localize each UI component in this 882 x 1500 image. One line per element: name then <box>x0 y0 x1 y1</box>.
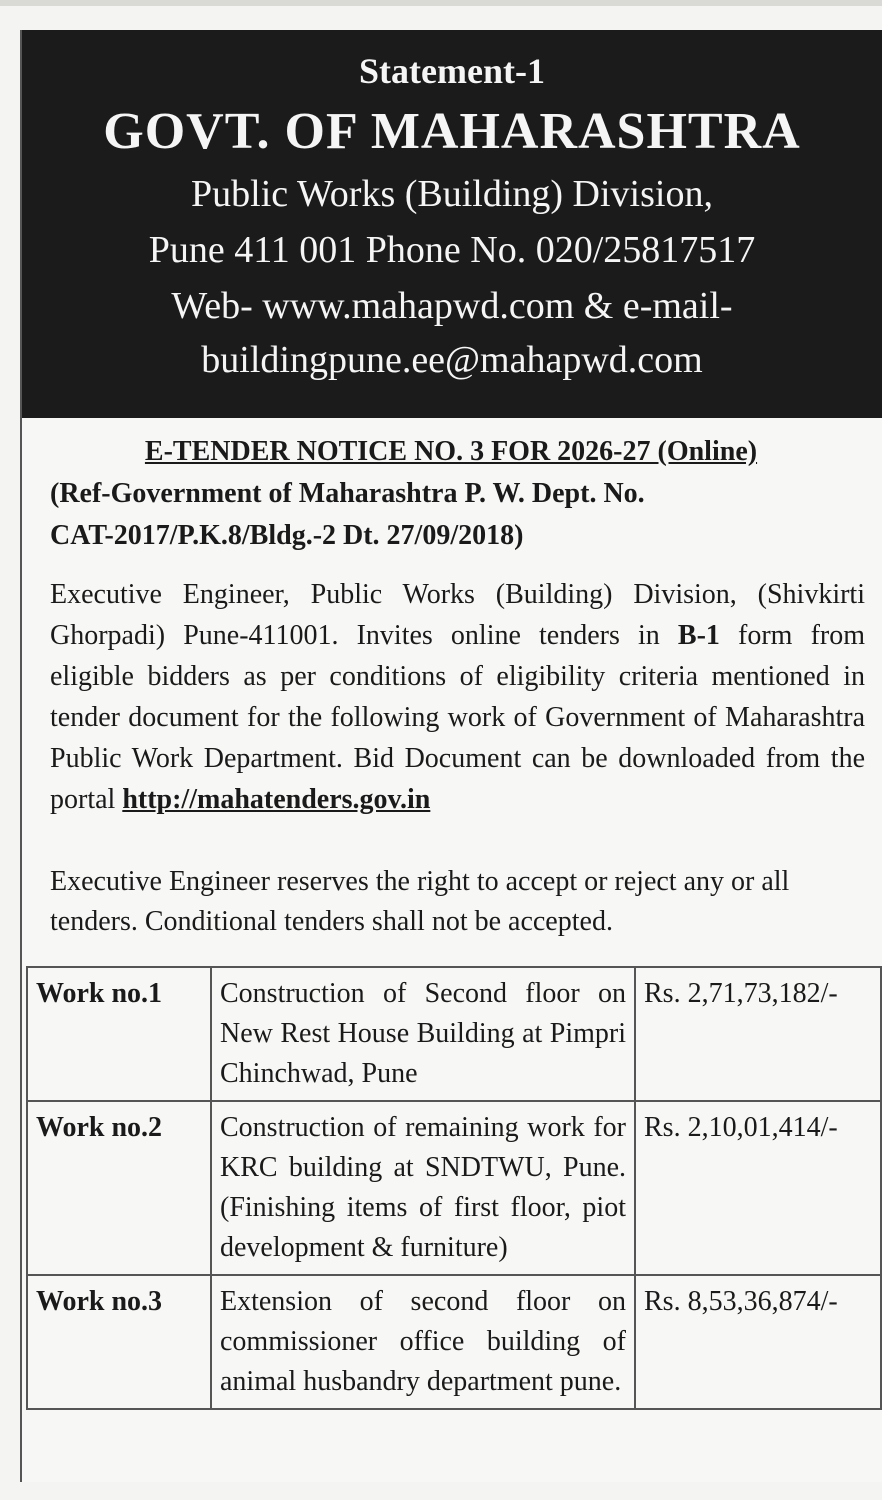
top-divider <box>0 0 882 6</box>
body-text-part2: form from eligible bidders as per conditions of eligibility criteria mentioned in tender document for the following work of Government of Maharashtra Public Work Department. Bid Document can be downloaded from the portal <box>50 620 865 815</box>
work-description: Construction of Second floor on New Rest House Building at Pimpri Chinchwad, Pune <box>211 967 635 1101</box>
reference-line-1: (Ref-Government of Maharashtra P. W. Dept. No. <box>50 478 645 509</box>
work-amount: Rs. 2,10,01,414/- <box>635 1101 881 1275</box>
body-text-part1: Executive Engineer, Public Works (Building) Division, (Shivkirti Ghorpadi) Pune-411001. Invites online tenders in <box>50 579 865 651</box>
web-email-label: Web- www.mahapwd.com & e-mail- <box>171 285 733 327</box>
header-block <box>22 30 882 418</box>
portal-link[interactable]: http://mahatenders.gov.in <box>122 784 431 815</box>
works-table <box>26 966 882 1410</box>
work-number: Work no.3 <box>27 1275 211 1409</box>
address-phone: Pune 411 001 Phone No. 020/25817517 <box>148 229 756 271</box>
statement-label: Statement-1 <box>359 51 545 91</box>
work-amount: Rs. 8,53,36,874/- <box>635 1275 881 1409</box>
email-address: buildingpune.ee@mahapwd.com <box>201 339 703 381</box>
division-name: Public Works (Building) Division, <box>191 173 713 215</box>
form-type: B-1 <box>677 620 720 651</box>
tender-notice-title: E-TENDER NOTICE NO. 3 FOR 2026-27 (Online) <box>144 436 758 467</box>
govt-title: GOVT. OF MAHARASHTRA <box>103 103 801 160</box>
work-description: Construction of remaining work for KRC building at SNDTWU, Pune. (Finishing items of first floor, piot development & furniture) <box>211 1101 635 1275</box>
notice-body <box>50 574 865 820</box>
work-number: Work no.2 <box>27 1101 211 1275</box>
reserve-rights-text: Executive Engineer reserves the right to accept or reject any or all tenders. Conditional tenders shall not be accepted. <box>50 866 790 937</box>
table-row <box>27 967 881 1101</box>
work-description: Extension of second floor on commissioner office building of animal husbandry department pune. <box>211 1275 635 1409</box>
work-number: Work no.1 <box>27 967 211 1101</box>
reference-line-2: CAT-2017/P.K.8/Bldg.-2 Dt. 27/09/2018) <box>50 520 524 551</box>
table-row <box>27 1275 881 1409</box>
work-amount: Rs. 2,71,73,182/- <box>635 967 881 1101</box>
table-row <box>27 1101 881 1275</box>
